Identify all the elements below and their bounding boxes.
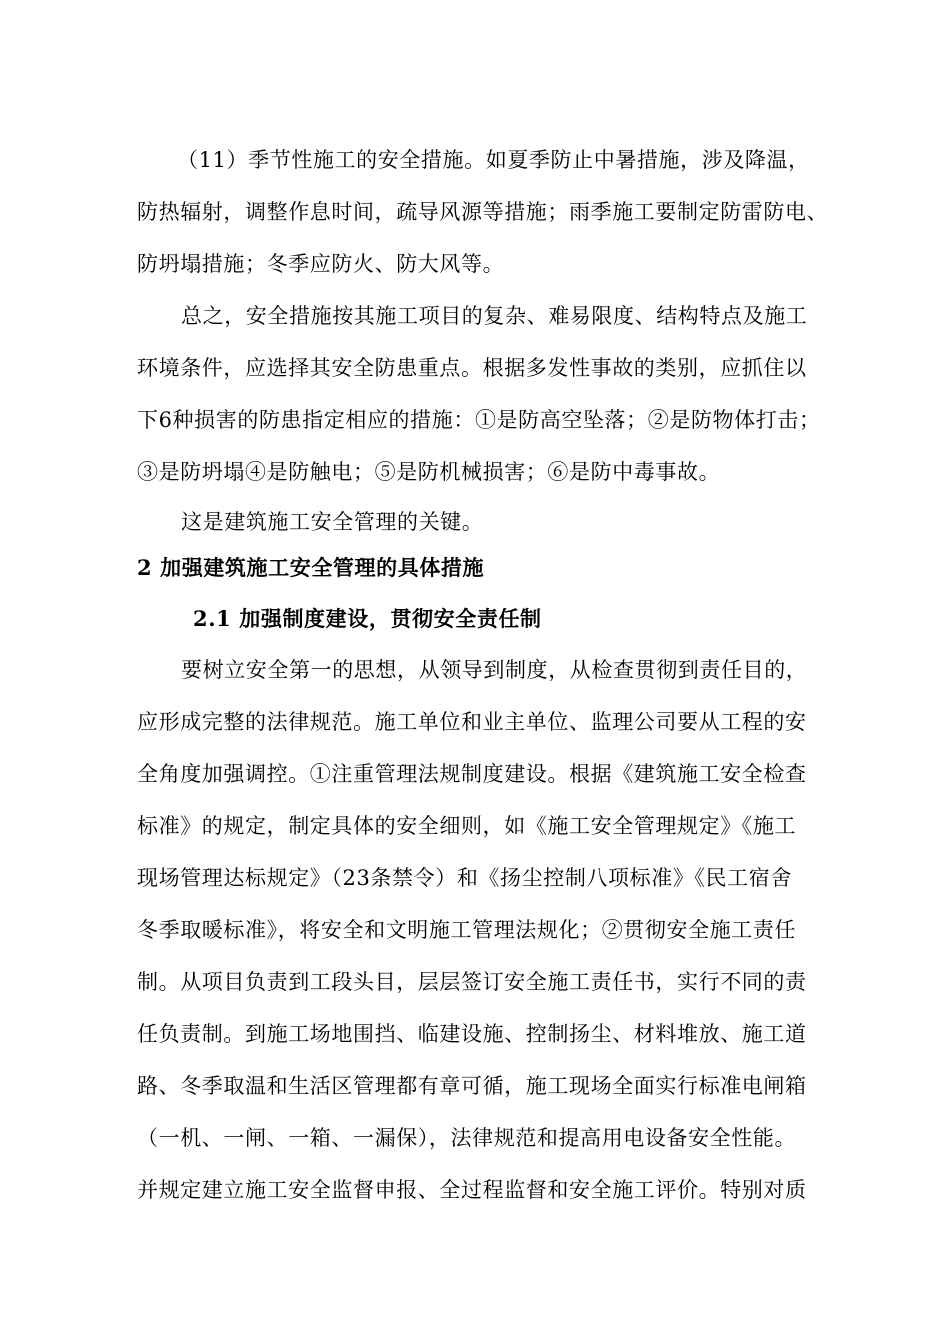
text-line: 环境条件，应选择其安全防患重点。根据多发性事故的类别，应抓住以 (137, 356, 807, 380)
text-line: 现场管理达标规定》（23条禁令）和《扬尘控制八项标准》《民工宿舍 (137, 866, 792, 890)
section-heading: 2 加强建筑施工安全管理的具体措施 (137, 555, 485, 580)
text-line: 任负责制。到施工场地围挡、临建设施、控制扬尘、材料堆放、施工道 (137, 1022, 807, 1046)
text-line: （11）季节性施工的安全措施。如夏季防止中暑措施，涉及降温， (177, 148, 810, 172)
text-line: （一机、一闸、一箱、一漏保），法律规范和提高用电设备安全性能。 (137, 1126, 797, 1150)
text-line: 要树立安全第一的思想，从领导到制度，从检查贯彻到责任目的， (181, 658, 808, 682)
text-line: 冬季取暖标准》，将安全和文明施工管理法规化；②贯彻安全施工责任 (137, 918, 797, 942)
text-line: 防热辐射，调整作息时间，疏导风源等措施；雨季施工要制定防雷防电、 (137, 200, 829, 224)
text-line: 标准》的规定，制定具体的安全细则，如《施工安全管理规定》《施工 (137, 814, 797, 838)
subsection-heading: 2.1 加强制度建设，贯彻安全责任制 (193, 606, 542, 631)
text-line: 应形成完整的法律规范。施工单位和业主单位、监理公司要从工程的安 (137, 710, 807, 734)
text-line: 全角度加强调控。①注重管理法规制度建设。根据《建筑施工安全检查 (137, 762, 807, 786)
text-line: 并规定建立施工安全监督申报、全过程监督和安全施工评价。特别对质 (137, 1178, 807, 1202)
text-line: 路、冬季取温和生活区管理都有章可循，施工现场全面实行标准电闸箱 (137, 1074, 807, 1098)
text-line: 总之，安全措施按其施工项目的复杂、难易限度、结构特点及施工 (181, 304, 808, 328)
text-line: 防坍塌措施；冬季应防火、防大风等。 (137, 252, 505, 276)
text-line: 制。从项目负责到工段头目，层层签订安全施工责任书，实行不同的责 (137, 970, 807, 994)
text-line: 这是建筑施工安全管理的关键。 (181, 510, 484, 534)
text-line: 下6种损害的防患指定相应的措施：①是防高空坠落；②是防物体打击； (137, 408, 821, 432)
text-line: ③是防坍塌④是防触电；⑤是防机械损害；⑥是防中毒事故。 (137, 460, 721, 484)
